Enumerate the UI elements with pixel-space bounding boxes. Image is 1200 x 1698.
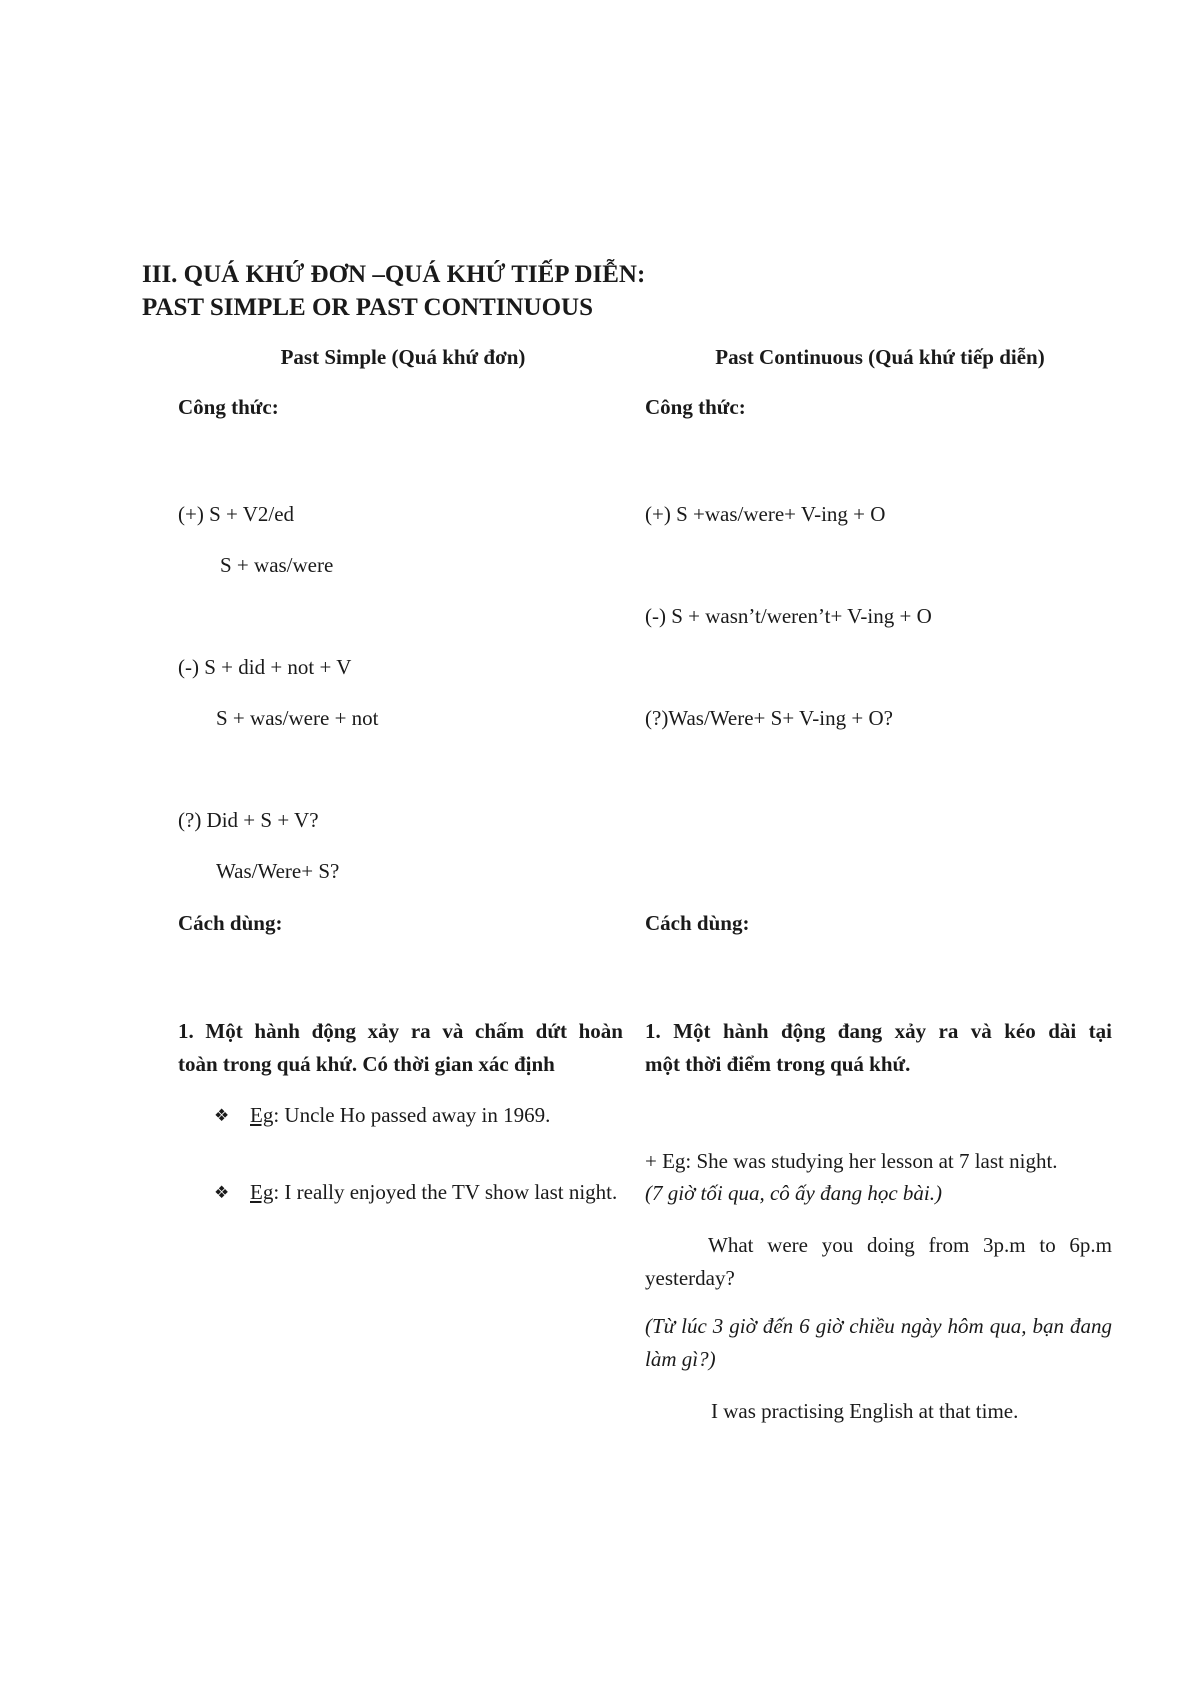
past-continuous-example-2: What were you doing from 3p.m to 6p.m yesterday? xyxy=(645,1233,1112,1290)
past-continuous-negative-formula: (-) S + wasn’t/weren’t+ V-ing + O xyxy=(645,604,932,628)
past-simple-example-2 xyxy=(214,1179,624,1206)
example-prefix: Eg xyxy=(250,1103,274,1127)
past-continuous-example-1-translation: (7 giờ tối qua, cô ấy đang học bài.) xyxy=(645,1181,942,1205)
past-continuous-positive-formula: (+) S +was/were+ V-ing + O xyxy=(645,502,886,526)
past-simple-positive-formula-1: (+) S + V2/ed xyxy=(178,502,295,526)
past-simple-formula-label: Công thức: xyxy=(178,395,279,419)
past-continuous-example-3: I was practising English at that time. xyxy=(711,1399,1019,1423)
past-continuous-example-1: + Eg: She was studying her lesson at 7 last night. xyxy=(645,1149,1058,1173)
example-prefix: Eg xyxy=(250,1180,274,1204)
past-continuous-example-2-translation: (Từ lúc 3 giờ đến 6 giờ chiều ngày hôm qua, bạn đang làm gì?) xyxy=(645,1314,1112,1371)
past-simple-negative-formula-1: (-) S + did + not + V xyxy=(178,655,352,679)
section-title-line-1: III. QUÁ KHỨ ĐƠN –QUÁ KHỨ TIẾP DIỄN: xyxy=(142,261,646,288)
past-simple-negative-formula-2: S + was/were + not xyxy=(216,706,379,730)
past-simple-question-formula-2: Was/Were+ S? xyxy=(216,859,340,883)
past-continuous-formula-label: Công thức: xyxy=(645,395,746,419)
past-simple-example-1 xyxy=(214,1102,624,1129)
past-simple-question-formula-1: (?) Did + S + V? xyxy=(178,808,319,832)
example-text: : Uncle Ho passed away in 1969. xyxy=(273,1103,551,1127)
example-text: : I really enjoyed the TV show last night. xyxy=(273,1180,618,1204)
past-simple-heading: Past Simple (Quá khứ đơn) xyxy=(280,345,526,369)
section-title-line-2: PAST SIMPLE OR PAST CONTINUOUS xyxy=(142,294,594,321)
past-simple-usage-label: Cách dùng: xyxy=(178,911,283,935)
past-continuous-question-formula: (?)Was/Were+ S+ V-ing + O? xyxy=(645,706,893,730)
past-simple-usage-1-line-1: 1. Một hành động xảy ra và chấm dứt hoàn xyxy=(178,1019,623,1043)
diamond-bullet-icon: ❖ xyxy=(214,1106,230,1125)
past-continuous-usage-label: Cách dùng: xyxy=(645,911,750,935)
past-continuous-usage-1 xyxy=(645,1015,1112,1081)
past-simple-usage-1-line-2: toàn trong quá khứ. Có thời gian xác định xyxy=(178,1052,555,1076)
diamond-bullet-icon: ❖ xyxy=(214,1183,230,1202)
past-simple-usage-1 xyxy=(178,1015,623,1081)
past-continuous-usage-1-line-1: 1. Một hành động đang xảy ra và kéo dài tại xyxy=(645,1019,1112,1043)
section-title xyxy=(142,258,645,324)
past-simple-positive-formula-2: S + was/were xyxy=(220,553,334,577)
past-continuous-usage-1-line-2: một thời điểm trong quá khứ. xyxy=(645,1052,911,1076)
past-continuous-heading: Past Continuous (Quá khứ tiếp diễn) xyxy=(715,345,1045,369)
